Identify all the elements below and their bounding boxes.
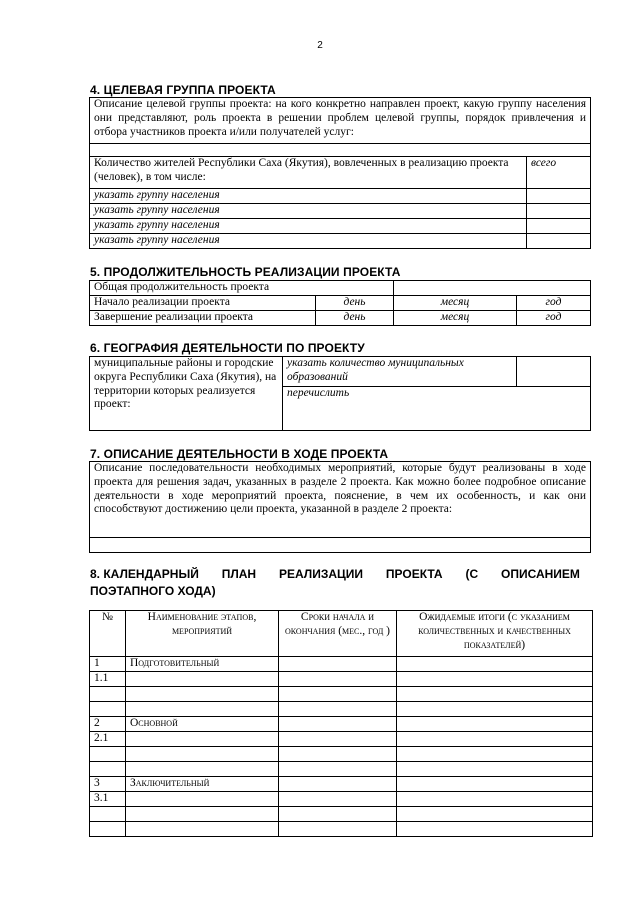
- stage-name[interactable]: [126, 747, 279, 762]
- start-label: Начало реализации проекта: [90, 296, 316, 311]
- stage-name[interactable]: [126, 822, 279, 837]
- results-cell[interactable]: [397, 807, 593, 822]
- heading-word: (С: [465, 567, 479, 581]
- municipality-count-value[interactable]: [517, 357, 591, 387]
- section6-heading: 6. ГЕОГРАФИЯ ДЕЯТЕЛЬНОСТИ ПО ПРОЕКТУ: [90, 341, 365, 355]
- table-row: [90, 672, 593, 687]
- duration-table: [89, 280, 591, 326]
- results-cell[interactable]: [397, 687, 593, 702]
- row-number: 3: [90, 777, 126, 792]
- group-value-cell[interactable]: [527, 204, 591, 219]
- results-cell[interactable]: [397, 657, 593, 672]
- dates-cell[interactable]: [279, 687, 397, 702]
- dates-cell[interactable]: [279, 702, 397, 717]
- heading-line-2: ПОЭТАПНОГО ХОДА): [90, 584, 216, 598]
- group-row-2: указать группу населения: [90, 204, 527, 219]
- results-cell[interactable]: [397, 762, 593, 777]
- table-row: [90, 822, 593, 837]
- geography-label: муниципальные районы и городские округа Республики Саха (Якутия), на территории которых реализуется проект:: [90, 357, 283, 431]
- row-number: [90, 822, 126, 837]
- heading-word: ОПИСАНИЕМ: [501, 567, 580, 581]
- end-year[interactable]: год: [517, 311, 591, 326]
- group-row-4: указать группу населения: [90, 234, 527, 249]
- results-cell[interactable]: [397, 702, 593, 717]
- group-value-cell[interactable]: [527, 189, 591, 204]
- activity-answer-cell[interactable]: [90, 538, 591, 553]
- col-results-header: Ожидаемые итоги (с указанием количественных и качественных показателей): [397, 611, 593, 657]
- stage-name[interactable]: [126, 792, 279, 807]
- section8-heading: [90, 566, 580, 600]
- results-cell[interactable]: [397, 822, 593, 837]
- stage-name: Подготовительный: [126, 657, 279, 672]
- stage-name[interactable]: [126, 762, 279, 777]
- section5-heading: 5. ПРОДОЛЖИТЕЛЬНОСТЬ РЕАЛИЗАЦИИ ПРОЕКТА: [90, 265, 401, 279]
- stage-name[interactable]: [126, 687, 279, 702]
- municipality-list-hint[interactable]: перечислить: [283, 387, 591, 431]
- dates-cell[interactable]: [279, 807, 397, 822]
- results-cell[interactable]: [397, 792, 593, 807]
- group-value-cell[interactable]: [527, 219, 591, 234]
- dates-cell[interactable]: [279, 747, 397, 762]
- table-row: [90, 702, 593, 717]
- stage-name[interactable]: [126, 807, 279, 822]
- stage-name: Основной: [126, 717, 279, 732]
- table-row: [90, 687, 593, 702]
- total-duration-value[interactable]: [394, 281, 591, 296]
- dates-cell[interactable]: [279, 792, 397, 807]
- start-day[interactable]: день: [316, 296, 394, 311]
- row-number: 3.1: [90, 792, 126, 807]
- activity-description-table: [89, 461, 591, 553]
- table-row: [90, 747, 593, 762]
- row-number: [90, 807, 126, 822]
- end-day[interactable]: день: [316, 311, 394, 326]
- table-row: [90, 732, 593, 747]
- dates-cell[interactable]: [279, 732, 397, 747]
- stage-name[interactable]: [126, 702, 279, 717]
- heading-word: ПРОЕКТА: [385, 567, 443, 581]
- group-row-3: указать группу населения: [90, 219, 527, 234]
- results-cell[interactable]: [397, 777, 593, 792]
- section4-heading: 4. ЦЕЛЕВАЯ ГРУППА ПРОЕКТА: [90, 83, 276, 97]
- col-number-header: №: [90, 611, 126, 657]
- dates-cell[interactable]: [279, 657, 397, 672]
- group-row-1: указать группу населения: [90, 189, 527, 204]
- dates-cell[interactable]: [279, 777, 397, 792]
- results-cell[interactable]: [397, 717, 593, 732]
- table-row: [90, 807, 593, 822]
- row-number: [90, 762, 126, 777]
- heading-word: РЕАЛИЗАЦИИ: [278, 567, 364, 581]
- table-row: [90, 657, 593, 672]
- page-number: 2: [317, 40, 323, 51]
- activity-description: Описание последовательности необходимых мероприятий, которые будут реализованы в ходе проекта для решения задач, указанных в разделе 2 проекта. Как можно более подробное описание деятельности в ходе мероприятий проекта, пояснение, в чем их особенность, и как они способствуют достижению цели проекта, указанной в разделе 2 проекта:: [90, 462, 591, 538]
- stage-name[interactable]: [126, 732, 279, 747]
- table-row: [90, 777, 593, 792]
- row-number: [90, 687, 126, 702]
- results-cell[interactable]: [397, 732, 593, 747]
- heading-word: ПЛАН: [221, 567, 257, 581]
- row-number: 1: [90, 657, 126, 672]
- results-cell[interactable]: [397, 672, 593, 687]
- target-group-description: Описание целевой группы проекта: на кого конкретно направлен проект, какую группу населения они представляют, роль проекта в решении проблем целевой группы, порядок привлечения и отбора участников проекта и/или получателей услуг:: [90, 98, 591, 144]
- group-value-cell[interactable]: [527, 234, 591, 249]
- residents-count-label: Количество жителей Республики Саха (Якутия), вовлеченных в реализацию проекта (человек), в том числе:: [90, 157, 527, 189]
- calendar-plan-table: [89, 610, 593, 837]
- end-month[interactable]: месяц: [394, 311, 517, 326]
- row-number: [90, 702, 126, 717]
- end-label: Завершение реализации проекта: [90, 311, 316, 326]
- start-month[interactable]: месяц: [394, 296, 517, 311]
- stage-name: Заключительный: [126, 777, 279, 792]
- dates-cell[interactable]: [279, 672, 397, 687]
- stage-name[interactable]: [126, 672, 279, 687]
- col-dates-header: Сроки начала и окончания (мес., год ): [279, 611, 397, 657]
- total-duration-label: Общая продолжительность проекта: [90, 281, 394, 296]
- row-number: 2: [90, 717, 126, 732]
- table-row: [90, 762, 593, 777]
- dates-cell[interactable]: [279, 822, 397, 837]
- target-group-table: [89, 97, 591, 249]
- results-cell[interactable]: [397, 747, 593, 762]
- col-stage-header: Наименование этапов, мероприятий: [126, 611, 279, 657]
- total-label: всего: [527, 157, 591, 189]
- row-number: 1.1: [90, 672, 126, 687]
- table-row: [90, 792, 593, 807]
- municipality-count-hint: указать количество муниципальных образований: [283, 357, 517, 387]
- dates-cell[interactable]: [279, 717, 397, 732]
- row-number: 2.1: [90, 732, 126, 747]
- start-year[interactable]: год: [517, 296, 591, 311]
- section7-heading: 7. ОПИСАНИЕ ДЕЯТЕЛЬНОСТИ В ХОДЕ ПРОЕКТА: [90, 447, 389, 461]
- table-row: [90, 717, 593, 732]
- geography-table: [89, 356, 591, 431]
- target-group-answer-cell[interactable]: [90, 144, 591, 157]
- row-number: [90, 747, 126, 762]
- heading-word: 8. КАЛЕНДАРНЫЙ: [90, 567, 199, 581]
- dates-cell[interactable]: [279, 762, 397, 777]
